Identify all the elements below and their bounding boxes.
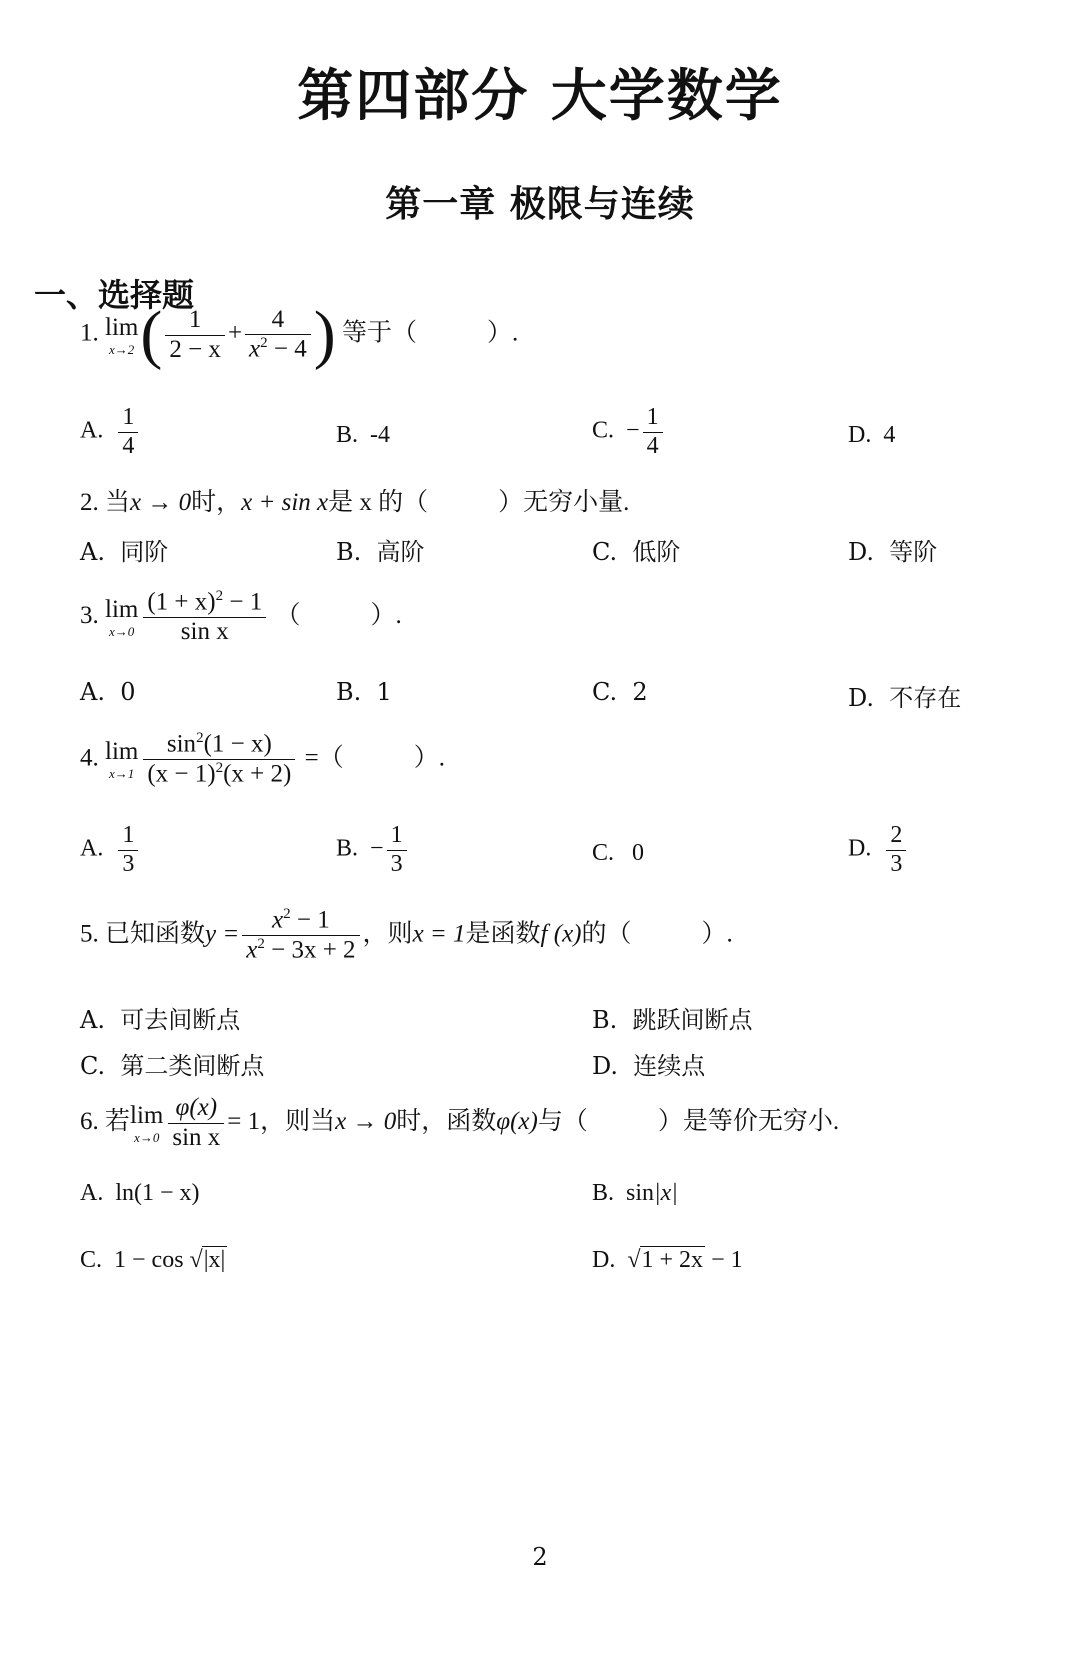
fraction: $\frac{\sin^2(1 - x)}{(x - 1)^2(x + 2)}$ (143, 730, 295, 789)
option-b: B. 1 (336, 678, 392, 706)
option-b: B. − $\frac{1}{3}$ (336, 822, 410, 878)
fraction: $\frac{4}{x^2 - 4}$ (245, 306, 311, 365)
fraction: $\frac{\varphi(x)}{\text{sin x}}$ (168, 1094, 224, 1153)
option-a: A. 0 (80, 678, 136, 706)
page-number: 2 (532, 1543, 548, 1571)
option-d: D. √1 + 2x − 1 (592, 1247, 743, 1273)
option-c: C. 2 (592, 678, 648, 706)
option-c: C. − $\frac{1}{4}$ (592, 404, 666, 460)
question-5: 5. 已知函数y = $\frac{x^2 - 1}{x^2 - 3x + 2}$ ，则x = 1是函数f (x)的（ ）. (80, 906, 733, 964)
option-b: B. sin|x| (592, 1180, 678, 1206)
option-b: B. -4 (336, 422, 391, 448)
limit: lim x→1 (105, 738, 139, 782)
option-d: D. 连续点 (592, 1052, 706, 1080)
question-1: 1. lim x→2 ( $\frac{1}{2 - x}$ + $\frac{4}{x^2 - 4}$ ) 等于（ ）. (80, 298, 519, 371)
fraction: $\frac{x^2 - 1}{x^2 - 3x + 2}$ (242, 906, 359, 965)
question-3: 3. lim x→0 $\frac{(1 + x)^2 - 1}{\text{sin x}}$ （ ）. (80, 588, 402, 646)
option-a: A. 可去间断点 (80, 1006, 241, 1034)
chapter-title: 第一章 极限与连续 (385, 184, 695, 225)
option-c: C. 低阶 (592, 538, 681, 566)
option-c: C. 0 (592, 840, 645, 866)
option-a: A. $\frac{1}{4}$ (80, 404, 141, 460)
option-d: D. 不存在 (848, 684, 962, 712)
option-a: A. 同阶 (80, 538, 169, 566)
question-stem: 等于（ (342, 319, 418, 347)
fraction: $\frac{1}{2 - x}$ (165, 306, 225, 365)
part-title: 第四部分 大学数学 (297, 64, 783, 129)
question-4: 4. lim x→1 $\frac{\sin^2(1 - x)}{(x - 1)^2(x + 2)}$ =（ ）. (80, 730, 445, 788)
option-d: D. 4 (848, 422, 896, 448)
option-a: A. $\frac{1}{3}$ (80, 822, 141, 878)
option-b: B. 跳跃间断点 (592, 1006, 753, 1034)
section-title: 一、选择题 (34, 276, 195, 314)
limit: lim x→0 (105, 595, 139, 639)
fraction: $\frac{(1 + x)^2 - 1}{\text{sin x}}$ (143, 588, 266, 647)
option-d: D. 等阶 (848, 538, 938, 566)
option-b: B. 高阶 (336, 538, 425, 566)
option-a: A. ln(1 − x) (80, 1180, 200, 1206)
limit: lim x→2 (105, 313, 139, 357)
option-c: C. 1 − cos √|x| (80, 1247, 226, 1273)
question-number: 1. (80, 319, 99, 347)
question-6: 6. 若 lim x→0 $\frac{\varphi(x)}{\text{sin x}}$ = 1，则当x → 0时，函数φ(x)与（ ）是等价无穷小. (80, 1094, 840, 1151)
option-c: C. 第二类间断点 (80, 1052, 265, 1080)
option-d: D. $\frac{2}{3}$ (848, 822, 909, 878)
limit: lim x→0 (130, 1101, 164, 1145)
question-2: 2. 当x → 0时，x + sin x是 x 的（ ）无穷小量. (80, 489, 630, 516)
